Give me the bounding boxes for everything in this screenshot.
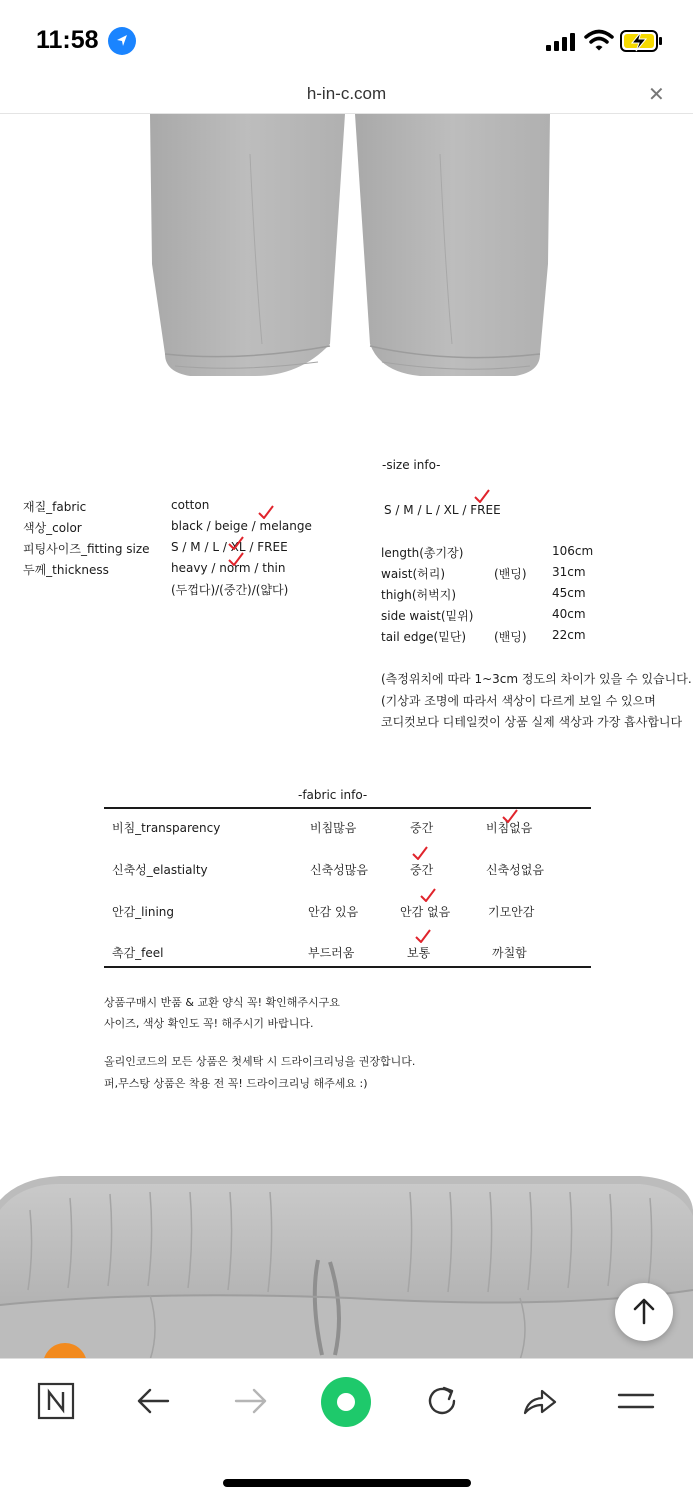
checkmark-icon	[420, 888, 436, 902]
thickness-korean: (두껍다)/(중간)/(얇다)	[171, 583, 289, 597]
forward-arrow-icon[interactable]	[230, 1381, 270, 1421]
fabric-option: 까칠함	[492, 946, 527, 960]
status-time: 11:58	[36, 26, 99, 54]
spec-value: black / beige / melange	[171, 519, 312, 533]
size-row-value: 40cm	[552, 607, 586, 621]
product-photo-waistband	[0, 1170, 693, 1360]
size-row-note: (밴딩)	[494, 630, 527, 644]
spec-value: heavy / norm / thin	[171, 561, 286, 575]
fabric-option: 중간	[410, 821, 434, 835]
fabric-option: 부드러움	[308, 946, 355, 960]
status-bar	[0, 0, 693, 84]
scroll-top-button[interactable]	[615, 1283, 673, 1341]
size-row-label: side waist(밑위)	[381, 609, 474, 623]
wifi-icon	[584, 28, 614, 52]
size-options: S / M / L / XL / FREE	[384, 503, 501, 517]
product-photo-legs	[0, 114, 693, 394]
spec-label: 재질_fabric	[23, 500, 87, 514]
checkmark-icon	[474, 489, 490, 503]
green-dot-icon[interactable]	[320, 1376, 372, 1428]
size-row-note: (밴딩)	[494, 567, 527, 581]
checkmark-icon	[228, 552, 244, 566]
checkmark-icon	[502, 809, 518, 823]
address-bar[interactable]	[0, 84, 693, 114]
size-row-value: 106cm	[552, 544, 594, 558]
spec-label: 피팅사이즈_fitting size	[23, 542, 150, 556]
fabric-option: 보통	[407, 946, 431, 960]
signal-icon	[546, 33, 578, 51]
spec-label: 두께_thickness	[23, 563, 109, 577]
spec-label: 색상_color	[23, 521, 82, 535]
naver-n-icon[interactable]	[36, 1381, 76, 1421]
fabric-option: 안감 있음	[308, 905, 359, 919]
size-row-label: tail edge(밑단)	[381, 630, 467, 644]
spec-value: cotton	[171, 498, 210, 512]
size-note: (기상과 조명에 따라서 색상이 다르게 보일 수 있으며	[381, 694, 656, 708]
fabric-info-title: -fabric info-	[298, 788, 368, 802]
close-icon[interactable]: ✕	[648, 82, 665, 106]
size-note: 코디컷보다 디테일컷이 상품 실제 색상과 가장 흡사합니다	[381, 715, 683, 729]
arrow-up-icon	[615, 1283, 673, 1341]
size-row-value: 22cm	[552, 628, 586, 642]
fabric-option: 비침많음	[310, 821, 357, 835]
checkmark-icon	[415, 929, 431, 943]
size-note: (측정위치에 따라 1~3cm 정도의 차이가 있을 수 있습니다.	[381, 672, 692, 686]
footer-note: 사이즈, 색상 확인도 꼭! 해주시기 바랍니다.	[104, 1017, 314, 1030]
fabric-row-label: 신축성_elastialty	[112, 863, 208, 877]
footer-note: 퍼,무스탕 상품은 착용 전 꼭! 드라이크리닝 해주세요 :)	[104, 1077, 368, 1090]
battery-charging-icon	[620, 29, 664, 53]
fabric-row-label: 비침_transparency	[112, 821, 221, 835]
location-arrow-icon	[108, 27, 136, 55]
fabric-row-label: 촉감_feel	[112, 946, 164, 960]
table-bottom-rule	[104, 966, 591, 968]
browser-toolbar	[0, 1358, 693, 1500]
fabric-option: 기모안감	[488, 905, 535, 919]
footer-note: 올리인코드의 모든 상품은 첫세탁 시 드라이크리닝을 권장합니다.	[104, 1055, 416, 1068]
size-row-value: 31cm	[552, 565, 586, 579]
fabric-option: 신축성많음	[310, 863, 368, 877]
fabric-row-label: 안감_lining	[112, 905, 175, 919]
size-row-value: 45cm	[552, 586, 586, 600]
back-arrow-icon[interactable]	[134, 1381, 174, 1421]
size-info-title: -size info-	[382, 458, 441, 472]
size-row-label: thigh(허벅지)	[381, 588, 457, 602]
menu-icon[interactable]	[616, 1381, 656, 1421]
checkmark-icon	[258, 505, 274, 519]
footer-note: 상품구매시 반품 & 교환 양식 꼭! 확인해주시구요	[104, 996, 340, 1009]
reload-icon[interactable]	[422, 1381, 462, 1421]
checkmark-icon	[412, 846, 428, 860]
spec-value: S / M / L / XL / FREE	[171, 540, 288, 554]
fabric-option: 중간	[410, 863, 434, 877]
fabric-option: 신축성없음	[486, 863, 544, 877]
checkmark-icon	[228, 536, 244, 550]
share-icon[interactable]	[520, 1381, 560, 1421]
fabric-option: 안감 없음	[400, 905, 451, 919]
size-row-label: waist(허리)	[381, 567, 446, 581]
home-indicator[interactable]	[223, 1479, 471, 1487]
url-text[interactable]: h-in-c.com	[306, 84, 387, 103]
fabric-option: 비침없음	[486, 821, 533, 835]
size-row-label: length(총기장)	[381, 546, 464, 560]
